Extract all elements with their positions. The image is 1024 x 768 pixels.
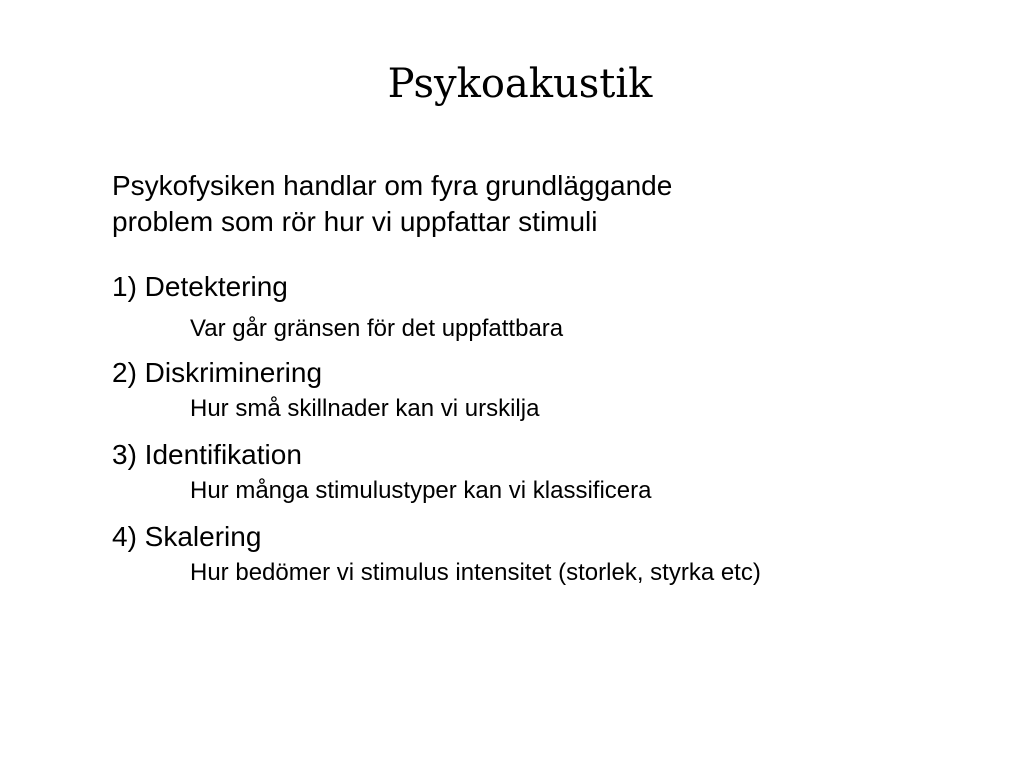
item-heading: 3) Identifikation — [112, 439, 302, 470]
item-description: Var går gränsen för det uppfattbara — [190, 315, 564, 342]
intro-line-2: problem som rör hur vi uppfattar stimuli — [112, 206, 598, 237]
slide-title: Psykoakustik — [387, 61, 653, 107]
intro-text — [112, 168, 912, 240]
item-heading: 1) Detektering — [112, 271, 288, 302]
item-description: Hur små skillnader kan vi urskilja — [190, 395, 540, 422]
item-description: Hur många stimulustyper kan vi klassificera — [190, 477, 652, 504]
intro-line-1: Psykofysiken handlar om fyra grundläggande — [112, 170, 673, 201]
list-item-skalering — [112, 518, 992, 590]
item-description: Hur bedömer vi stimulus intensitet (storlek, styrka etc) — [190, 559, 761, 586]
list-item-identifikation — [112, 436, 992, 508]
list-item-diskriminering — [112, 354, 992, 426]
problem-list — [112, 268, 992, 600]
list-item-detektering — [112, 268, 992, 346]
item-heading: 2) Diskriminering — [112, 357, 323, 388]
item-heading: 4) Skalering — [112, 521, 262, 552]
